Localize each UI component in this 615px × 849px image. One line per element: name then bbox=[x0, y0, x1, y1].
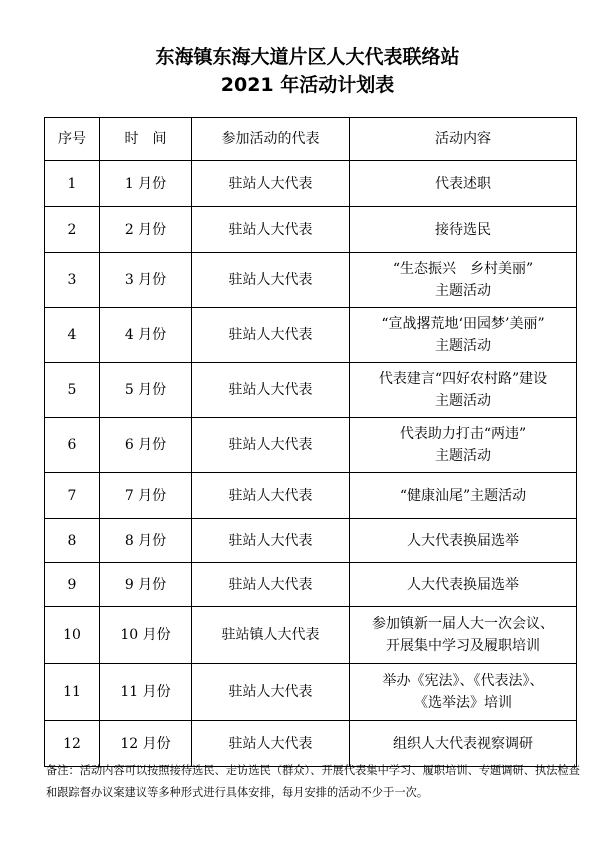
cell-content bbox=[350, 519, 577, 563]
header-seq: 序号 bbox=[45, 118, 100, 161]
cell-content-line: 接待选民 bbox=[435, 221, 491, 238]
cell-representative: 驻站人大代表 bbox=[192, 519, 350, 563]
cell-content-line: “生态振兴 乡村美丽” bbox=[392, 261, 534, 277]
table-row bbox=[45, 519, 577, 563]
table-row bbox=[45, 607, 577, 664]
cell-representative: 驻站人大代表 bbox=[192, 418, 350, 473]
cell-time: 4 月份 bbox=[100, 308, 192, 363]
header-representative: 参加活动的代表 bbox=[192, 118, 350, 161]
cell-seq: 12 bbox=[45, 721, 100, 767]
cell-content bbox=[350, 161, 577, 207]
cell-content bbox=[350, 563, 577, 607]
page-title: 东海镇东海大道片区人大代表联络站 bbox=[155, 46, 460, 68]
cell-time: 5 月份 bbox=[100, 363, 192, 418]
cell-content bbox=[350, 664, 577, 721]
table-row bbox=[45, 563, 577, 607]
table-row bbox=[45, 161, 577, 207]
table-row bbox=[45, 253, 577, 308]
cell-content-line: 《选举法》培训 bbox=[414, 695, 512, 711]
cell-seq: 4 bbox=[45, 308, 100, 363]
table-row bbox=[45, 363, 577, 418]
cell-seq: 3 bbox=[45, 253, 100, 308]
cell-seq: 7 bbox=[45, 473, 100, 519]
cell-representative: 驻站人大代表 bbox=[192, 363, 350, 418]
cell-representative: 驻站人大代表 bbox=[192, 207, 350, 253]
cell-content-line: 开展集中学习及履职培训 bbox=[386, 638, 540, 654]
cell-seq: 8 bbox=[45, 519, 100, 563]
cell-content-line: 代表助力打击“两违” bbox=[399, 426, 527, 442]
cell-content bbox=[350, 207, 577, 253]
table-row bbox=[45, 418, 577, 473]
table-row bbox=[45, 308, 577, 363]
cell-content-line: 人大代表换届选举 bbox=[407, 532, 519, 549]
cell-time: 3 月份 bbox=[100, 253, 192, 308]
cell-time: 12 月份 bbox=[100, 721, 192, 767]
table-header-row bbox=[45, 118, 577, 161]
activity-plan-table bbox=[44, 117, 577, 767]
cell-representative: 驻站人大代表 bbox=[192, 721, 350, 767]
cell-representative: 驻站人大代表 bbox=[192, 664, 350, 721]
cell-content-line: 组织人大代表视察调研 bbox=[393, 735, 533, 752]
cell-content-line: 主题活动 bbox=[435, 283, 491, 299]
page-subtitle: 2021 年活动计划表 bbox=[220, 74, 395, 96]
cell-seq: 5 bbox=[45, 363, 100, 418]
cell-seq: 11 bbox=[45, 664, 100, 721]
table-row bbox=[45, 207, 577, 253]
cell-content bbox=[350, 607, 577, 664]
cell-content-line: 代表述职 bbox=[435, 175, 491, 192]
cell-representative: 驻站人大代表 bbox=[192, 473, 350, 519]
cell-representative: 驻站人大代表 bbox=[192, 563, 350, 607]
cell-representative: 驻站人大代表 bbox=[192, 308, 350, 363]
cell-time: 1 月份 bbox=[100, 161, 192, 207]
cell-seq: 1 bbox=[45, 161, 100, 207]
cell-seq: 9 bbox=[45, 563, 100, 607]
cell-seq: 10 bbox=[45, 607, 100, 664]
cell-seq: 2 bbox=[45, 207, 100, 253]
cell-seq: 6 bbox=[45, 418, 100, 473]
cell-content-line: 参加镇新一届人大一次会议、 bbox=[372, 616, 554, 632]
cell-content-line: 代表建言“四好农村路”建设 bbox=[378, 371, 548, 387]
cell-content bbox=[350, 253, 577, 308]
footnote: 备注：活动内容可以按照接待选民、走访选民（群众）、开展代表集中学习、履职培训、专题调研、执法检查和跟踪督办议案建议等多种形式进行具体安排，每月安排的活动不少于一次。 bbox=[46, 764, 580, 799]
header-time: 时 间 bbox=[100, 118, 192, 161]
table-body bbox=[45, 161, 577, 767]
cell-content bbox=[350, 363, 577, 418]
cell-time: 8 月份 bbox=[100, 519, 192, 563]
cell-time: 7 月份 bbox=[100, 473, 192, 519]
cell-time: 9 月份 bbox=[100, 563, 192, 607]
cell-time: 11 月份 bbox=[100, 664, 192, 721]
table-row bbox=[45, 473, 577, 519]
cell-representative: 驻站人大代表 bbox=[192, 161, 350, 207]
cell-content-line: 主题活动 bbox=[435, 393, 491, 409]
cell-content bbox=[350, 473, 577, 519]
cell-content-line: 主题活动 bbox=[435, 338, 491, 354]
header-content: 活动内容 bbox=[350, 118, 577, 161]
cell-content-line: 人大代表换届选举 bbox=[407, 576, 519, 593]
cell-time: 6 月份 bbox=[100, 418, 192, 473]
cell-content-line: 主题活动 bbox=[435, 448, 491, 464]
cell-content bbox=[350, 418, 577, 473]
cell-representative: 驻站镇人大代表 bbox=[192, 607, 350, 664]
cell-content bbox=[350, 308, 577, 363]
cell-content-line: “宣战撂荒地‘田园梦’美丽” bbox=[381, 316, 545, 332]
cell-time: 10 月份 bbox=[100, 607, 192, 664]
cell-content-line: “健康汕尾”主题活动 bbox=[399, 487, 527, 504]
cell-content-line: 举办《宪法》、《代表法》、 bbox=[382, 673, 544, 689]
cell-representative: 驻站人大代表 bbox=[192, 253, 350, 308]
table-row bbox=[45, 664, 577, 721]
cell-time: 2 月份 bbox=[100, 207, 192, 253]
